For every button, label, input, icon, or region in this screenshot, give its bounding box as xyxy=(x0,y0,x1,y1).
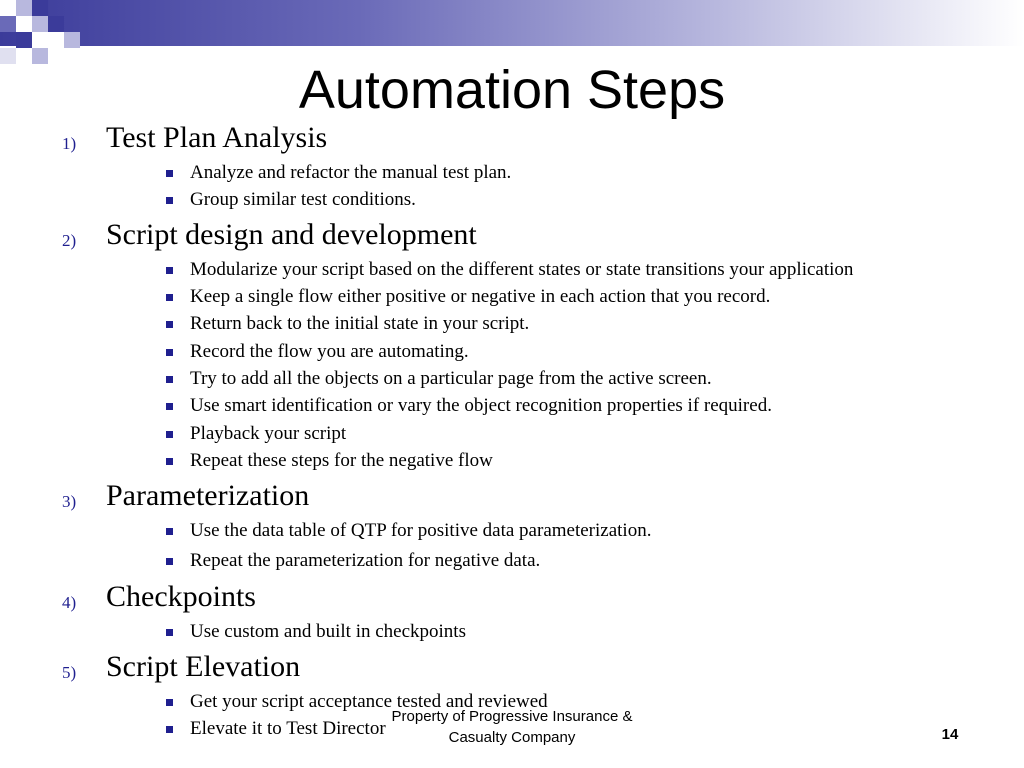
bullet-icon xyxy=(166,458,173,465)
footer-line: Property of Progressive Insurance & xyxy=(391,708,633,725)
decor-square xyxy=(64,32,80,48)
decor-square xyxy=(32,32,48,48)
section-heading: Test Plan Analysis xyxy=(106,121,328,154)
decor-square xyxy=(48,16,64,32)
bullet-icon xyxy=(166,321,173,328)
bullet-icon xyxy=(166,267,173,274)
list-item: Use smart identification or vary the object recognition properties if required. xyxy=(190,395,772,416)
bullet-icon xyxy=(166,403,173,410)
bullet-icon xyxy=(166,294,173,301)
bullet-icon xyxy=(166,197,173,204)
section-heading: Parameterization xyxy=(106,479,310,512)
list-item: Repeat the parameterization for negative data. xyxy=(190,550,541,571)
section-heading: Script Elevation xyxy=(106,650,301,683)
bullet-icon xyxy=(166,699,173,706)
section-number: 2) xyxy=(62,231,77,250)
list-item: Group similar test conditions. xyxy=(190,189,416,210)
footer-copyright xyxy=(374,706,650,748)
bullet-icon xyxy=(166,170,173,177)
footer-line: Casualty Company xyxy=(448,729,576,746)
section-number: 4) xyxy=(62,593,77,612)
section-number: 1) xyxy=(62,134,77,153)
list-item: Get your script acceptance tested and reviewed xyxy=(190,691,548,712)
page-number: 14 xyxy=(941,726,959,743)
decor-square xyxy=(16,0,32,16)
decor-square xyxy=(48,32,64,48)
bullet-icon xyxy=(166,558,173,565)
section-number: 5) xyxy=(62,663,77,682)
section-heading: Checkpoints xyxy=(106,580,256,613)
header-banner xyxy=(0,0,1024,46)
decor-square xyxy=(32,0,48,16)
list-item: Use the data table of QTP for positive data parameterization. xyxy=(190,520,652,541)
slide-title: Automation Steps xyxy=(298,60,726,120)
section-heading: Script design and development xyxy=(106,218,477,251)
list-item: Return back to the initial state in your script. xyxy=(190,313,530,334)
list-item: Elevate it to Test Director xyxy=(190,718,386,739)
list-item: Try to add all the objects on a particular page from the active screen. xyxy=(190,368,712,389)
bullet-icon xyxy=(166,431,173,438)
section-number: 3) xyxy=(62,492,77,511)
bullet-icon xyxy=(166,376,173,383)
list-item: Analyze and refactor the manual test plan. xyxy=(190,162,512,183)
list-item: Keep a single flow either positive or negative in each action that you record. xyxy=(190,286,771,307)
decor-square xyxy=(16,16,32,32)
list-item: Repeat these steps for the negative flow xyxy=(190,450,493,471)
bullet-icon xyxy=(166,726,173,733)
list-item: Modularize your script based on the different states or state transitions your application xyxy=(190,259,854,280)
decor-square xyxy=(0,0,16,16)
decor-square xyxy=(16,32,32,48)
decor-square xyxy=(0,16,16,32)
bullet-icon xyxy=(166,528,173,535)
bullet-icon xyxy=(166,349,173,356)
list-item: Playback your script xyxy=(190,423,347,444)
list-item: Use custom and built in checkpoints xyxy=(190,621,466,642)
list-item: Record the flow you are automating. xyxy=(190,341,469,362)
decor-square xyxy=(32,16,48,32)
bullet-icon xyxy=(166,629,173,636)
